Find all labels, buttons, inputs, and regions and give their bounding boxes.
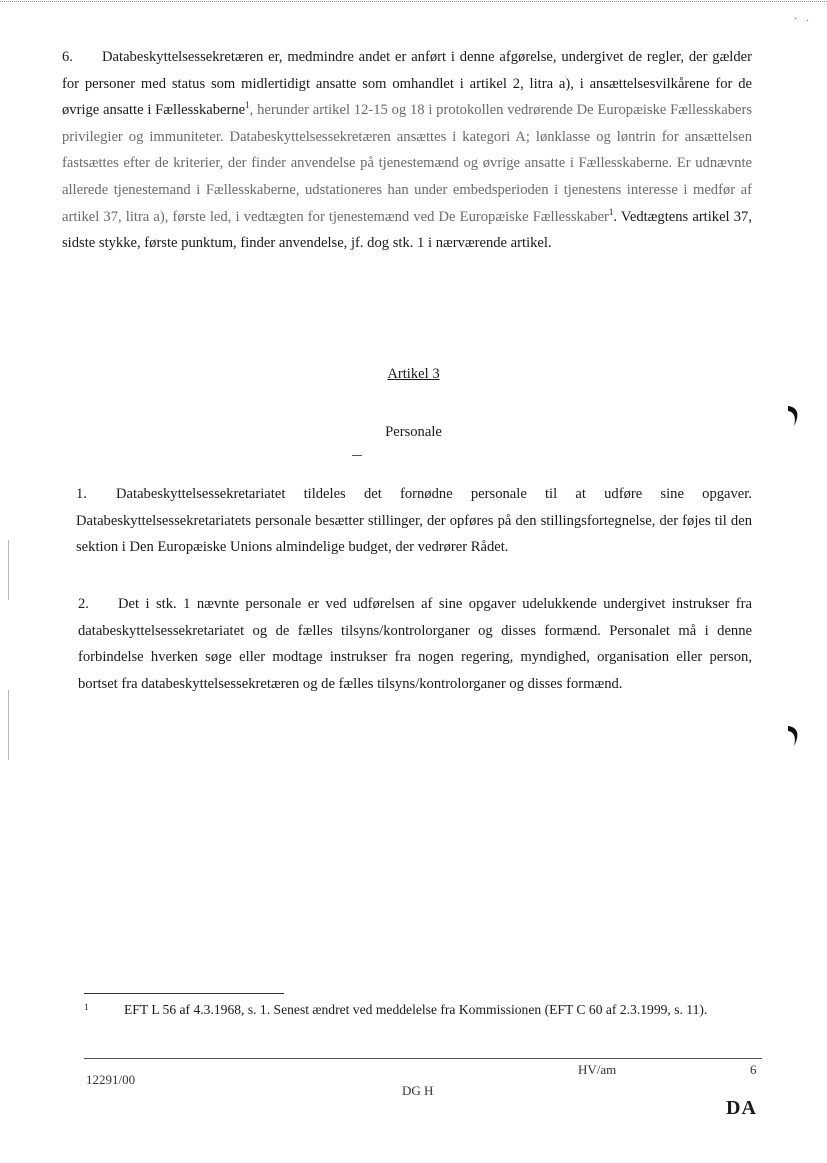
paragraph-text: Det i stk. 1 nævnte personale er ved udførelsen af sine opgaver udelukkende undergivet instrukser fra databeskyttelsessekretariatet og de fælles tilsyns/kontrolorganer og disses formænd. Personalet må i denne forbindelse hverken søge eller modtage instrukser fra nogen regering, myndighed, organisation eller person, bortset fra databeskyttelsessekretæren og de fælles tilsyns/kontrolorganer og disses formænd. <box>78 596 752 692</box>
page-number: 6 <box>750 1062 757 1077</box>
scan-top-edge <box>0 1 827 2</box>
paragraph-1 <box>76 481 752 561</box>
footnote-reference: 1 <box>608 206 614 217</box>
footnote-marker: 1 <box>84 1002 89 1012</box>
paragraph-2 <box>78 591 752 697</box>
article-heading: Artikel 3 <box>387 366 440 382</box>
footer-rule <box>84 1058 762 1059</box>
paragraph-text: Databeskyttelsessekretariatet tildeles det fornødne personale til at udføre sine opgaver. Databeskyttelsessekretariatets personale besætter stillinger, der opføres på den stillingsfortegnelse, der føjes til den sektion i Den Europæiske Unions almindelige budget, der vedrører Rådet. <box>76 486 752 556</box>
paragraph-text: . Vedtægtens artikel 37, sidste stykke, første punktum, finder anvendelse, jf. dog stk. 1 i nærværende artikel. <box>62 208 752 252</box>
paragraph-text-faded: , herunder artikel 12-15 og 18 i protokollen vedrørende De Europæiske Fællesskabers privilegier og immuniteter. Databeskyttelsessekretæren ansættes i kategori A; lønklasse og løntrin for ansættelsen fastsættes efter de kriterier, der finder anvendelse på tjenestemænd og øvrige ansatte i Fællesskaberne. Er udnævnte allerede tjenestemand i Fællesskaberne, udstationeres han under embedsperioden i tjenestens interesse i medfør af artikel 37, litra a), første led, i vedtægten for tjenestemænd ved De Europæiske Fællesskaber <box>62 102 753 225</box>
article-subheading: Personale <box>385 424 442 440</box>
paragraph-text: Databeskyttelsessekretæren er, medmindre andet er anført i denne afgørelse, undergivet de regler, der gælder for personer med status som midlertidigt ansatte som omhandlet i artikel 2, litra a), i ansættelsesvilkårene for de øvrige ansatte i Fællesskaberne <box>62 49 752 119</box>
paragraph-number: 2. <box>78 596 89 612</box>
document-number: 12291/00 <box>86 1072 136 1087</box>
punch-hole-icon <box>786 725 800 747</box>
footnote-separator <box>84 993 284 994</box>
footnote-text: EFT L 56 af 4.3.1968, s. 1. Senest ændret ved meddelelse fra Kommissionen (EFT C 60 af 2.3.1999, s. 11). <box>124 1002 708 1017</box>
directorate: DG H <box>402 1083 434 1098</box>
scan-speck: · <box>794 14 798 25</box>
author-initials: HV/am <box>578 1062 617 1077</box>
paragraph-number: 6. <box>62 49 73 65</box>
scan-speck: · <box>806 16 810 27</box>
footnote-reference: 1 <box>245 100 250 111</box>
paragraph-6 <box>62 44 752 257</box>
footnote <box>84 995 752 1022</box>
punch-hole-icon <box>786 405 800 427</box>
scan-dash <box>352 455 362 456</box>
language-code: DA <box>726 1097 757 1119</box>
scan-margin-mark <box>8 690 9 760</box>
paragraph-number: 1. <box>76 486 87 502</box>
scan-margin-mark <box>8 540 9 600</box>
